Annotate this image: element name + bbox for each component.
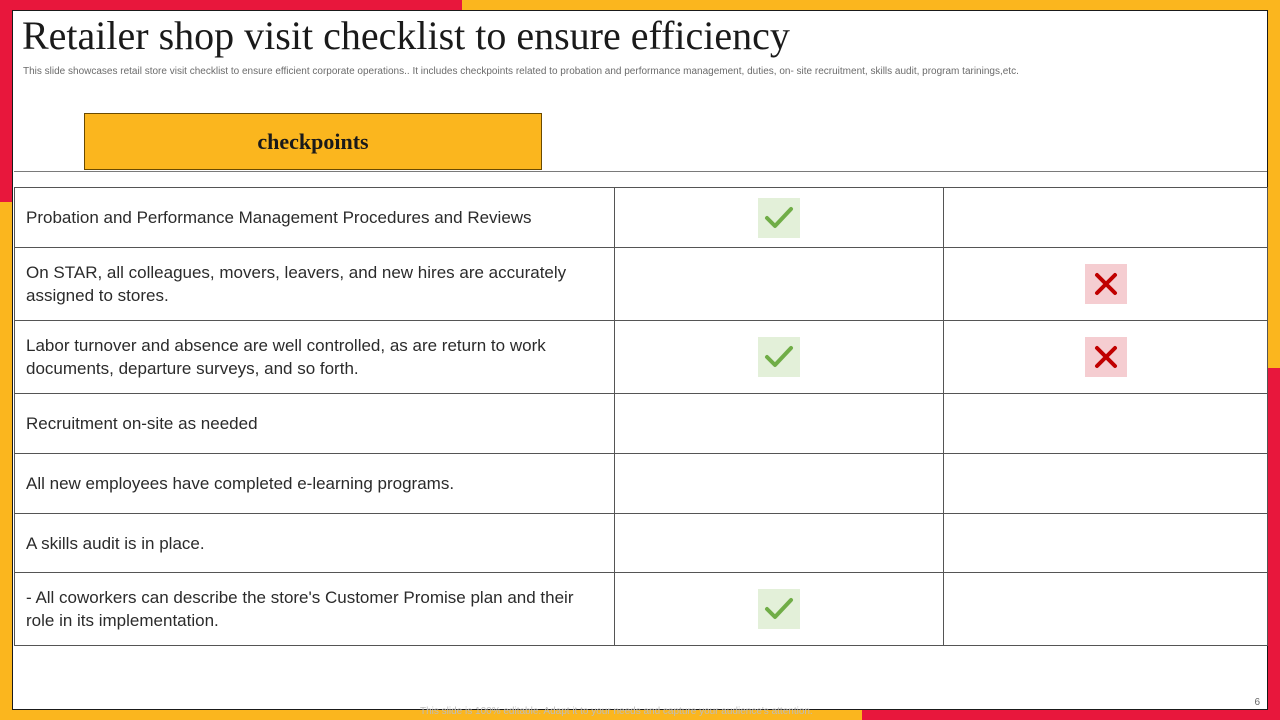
checkpoint-text: Probation and Performance Management Procedures and Reviews <box>15 188 615 248</box>
slide-title: Retailer shop visit checklist to ensure efficiency <box>22 13 790 58</box>
table-row <box>15 248 1268 321</box>
footer-note: This slide is 100% editable. Adapt it to your needs and capture your audience's attention. <box>420 706 813 717</box>
status-cell-2 <box>944 454 1268 514</box>
checkpoint-text: Labor turnover and absence are well controlled, as are return to work documents, departure surveys, and so forth. <box>15 321 615 394</box>
status-cell-2 <box>944 188 1268 248</box>
table-row <box>15 188 1268 248</box>
frame-yellow-top <box>462 0 1280 10</box>
status-cell-1 <box>615 573 944 646</box>
table-row <box>15 573 1268 646</box>
checkpoint-text: Recruitment on-site as needed <box>15 394 615 454</box>
table-row <box>15 321 1268 394</box>
status-cell-1 <box>615 454 944 514</box>
status-cell-1 <box>615 321 944 394</box>
checkpoints-label: checkpoints <box>257 128 369 154</box>
status-cell-1 <box>615 514 944 573</box>
checkpoints-header <box>84 113 542 170</box>
cross-icon <box>1085 264 1127 304</box>
cross-icon <box>1085 337 1127 377</box>
frame-red-bottom-right <box>862 710 1280 720</box>
checkmark-icon <box>758 337 800 377</box>
status-cell-2 <box>944 394 1268 454</box>
slide-subtitle: This slide showcases retail store visit checklist to ensure efficient corporate operations.. It includes checkpoints related to probation and performance management, duties, on- site recruitment, skills audit, program tarinings,etc. <box>23 66 1019 77</box>
table-row <box>15 454 1268 514</box>
checkpoint-text: A skills audit is in place. <box>15 514 615 573</box>
header-divider <box>14 171 1267 172</box>
checklist-table <box>14 187 1268 646</box>
checkmark-icon <box>758 589 800 629</box>
frame-yellow-left <box>0 202 12 720</box>
checkmark-icon <box>758 198 800 238</box>
frame-red-left-top <box>0 0 12 202</box>
status-cell-2 <box>944 573 1268 646</box>
status-cell-1 <box>615 248 944 321</box>
table-row <box>15 394 1268 454</box>
page-number: 6 <box>1254 697 1260 708</box>
table-row <box>15 514 1268 573</box>
checkpoint-text: All new employees have completed e-learning programs. <box>15 454 615 514</box>
status-cell-1 <box>615 188 944 248</box>
status-cell-2 <box>944 514 1268 573</box>
checkpoint-text: - All coworkers can describe the store's Customer Promise plan and their role in its implementation. <box>15 573 615 646</box>
frame-red-right-bottom <box>1268 368 1280 720</box>
checkpoint-text: On STAR, all colleagues, movers, leavers, and new hires are accurately assigned to stores. <box>15 248 615 321</box>
frame-yellow-right <box>1268 0 1280 368</box>
status-cell-1 <box>615 394 944 454</box>
status-cell-2 <box>944 248 1268 321</box>
frame-red-top-left <box>0 0 462 10</box>
status-cell-2 <box>944 321 1268 394</box>
